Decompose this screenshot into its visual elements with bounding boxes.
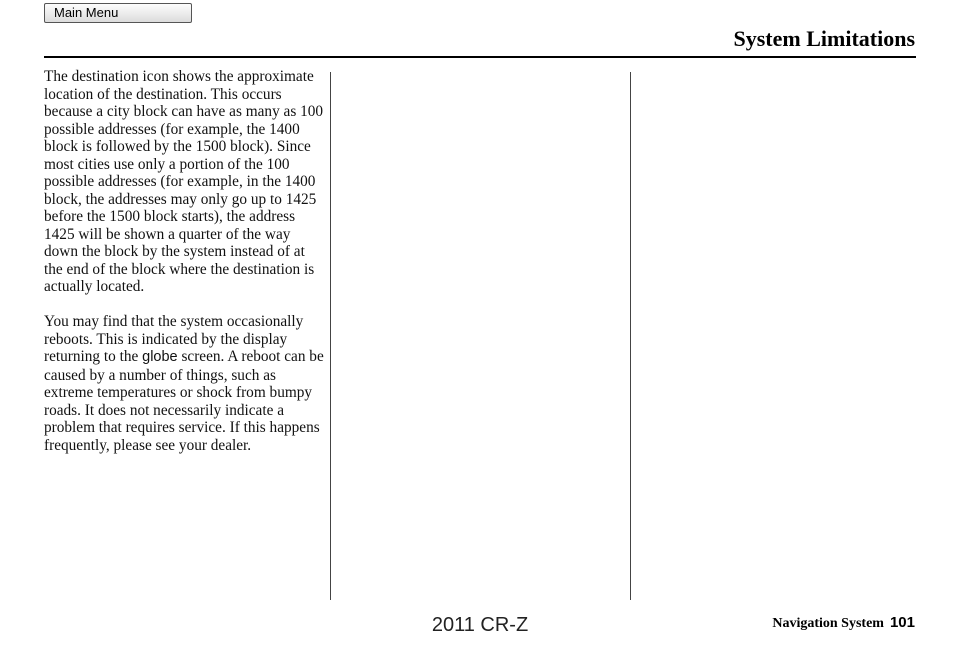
title-rule: [44, 56, 916, 58]
paragraph-reboots: [44, 313, 324, 454]
column-divider-left: [330, 72, 331, 600]
model-label: 2011 CR-Z: [431, 614, 529, 636]
footer-section-label: Navigation System: [772, 616, 884, 631]
footer-label: [772, 614, 915, 632]
page-number: 101: [889, 614, 915, 631]
column-divider-right: [630, 72, 631, 600]
inline-term-globe: globe: [142, 349, 178, 365]
paragraph-destination-icon: The destination icon shows the approximate location of the destination. This occurs because a city block can have as many as 100 possible addresses (for example, the 1400 block is followed by the 1500 block). Since most cities use only a portion of the 100 possible addresses (for example, in the 1400 block, the addresses may only go up to 1425 before the 1500 block starts), the address 1425 will be shown a quarter of the way down the block by the system instead of at the end of the block where the destination is actually located.: [44, 68, 324, 295]
paragraph-reboots-end: screen. A reboot can be caused by a number of things, such as extreme temperatures or shock from bumpy roads. It does not necessarily indicate a problem that requires service. If this happens frequently, please see your dealer.: [44, 348, 324, 454]
page-title: System Limitations: [733, 26, 915, 51]
paragraph-reboots-start: You may find that the system occasionally reboots. This is indicated by the display returning to the: [44, 313, 304, 365]
main-menu-button[interactable]: Main Menu: [44, 3, 192, 23]
body-column: [44, 68, 324, 472]
